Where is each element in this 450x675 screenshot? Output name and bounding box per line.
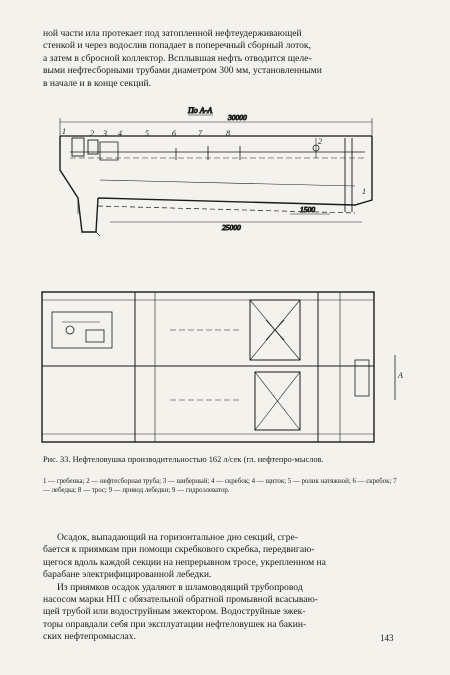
plan-view bbox=[42, 292, 403, 442]
section-marker: А bbox=[398, 371, 403, 380]
part-number: 8 bbox=[226, 129, 230, 138]
dimension-bottom: 25000 bbox=[222, 223, 241, 232]
part-number: 2 bbox=[90, 129, 94, 138]
text-line: насосом марки НП с обязательной обратной промывной всасываю- bbox=[43, 594, 318, 606]
part-number: 6 bbox=[172, 129, 176, 138]
part-number: 4 bbox=[118, 129, 122, 138]
text-line: в начале и в конце секций. bbox=[43, 77, 151, 89]
part-number: 5 bbox=[145, 129, 149, 138]
text-line: Из приямков осадок удаляют в шламоводящий трубопровод bbox=[57, 581, 303, 593]
text-line: щегося вдоль каждой секции на непрерывном тросе, укрепленном на bbox=[43, 556, 326, 568]
dimension-small: 1500 bbox=[300, 205, 315, 214]
text-line: ских нефтепромыслах. bbox=[43, 631, 136, 643]
page-number: 143 bbox=[380, 633, 394, 643]
text-line: бается к приямкам при помощи скребкового скребка, передвигаю- bbox=[43, 544, 315, 556]
body-paragraph bbox=[43, 532, 400, 644]
text-line: торы оправдали себя при эксплуатации нефтеловушек на бакин- bbox=[43, 618, 307, 630]
text-line: ной части ила протекает под затопленной нефтеудерживающей bbox=[43, 28, 302, 39]
text-line: барабане электрифицированной лебедки. bbox=[43, 569, 212, 581]
section-view bbox=[60, 106, 372, 236]
part-number: 1 bbox=[62, 127, 66, 136]
text-line: стенкой и через водослив попадает в поперечный сборный лоток, bbox=[43, 40, 311, 52]
part-number: 3 bbox=[103, 129, 107, 138]
part-number: 2 bbox=[318, 137, 322, 146]
section-label: По А-А bbox=[188, 106, 213, 115]
figure-legend: 1 — гребенка; 2 — нефтесборная труба; 3 — шиберный; 4 — скребок; 4 — щиток; 5 — ролик натяжной; 6 — скребок; 7 — лебедка; 8 — трос; 9 — привод лебедки; 9 — гидроэлеватор. bbox=[43, 478, 397, 494]
part-number: 7 bbox=[198, 129, 202, 138]
text-line: щей трубой или водоструйным эжектором. Водоструйные эжек- bbox=[43, 606, 306, 618]
text-line: выми нефтесборными трубами диаметром 300 мм, установленными bbox=[43, 65, 322, 77]
figure-caption: Рис. 33. Нефтеловушка производительностью 162 л/сек (гл. нефтепро-мыслов. bbox=[43, 455, 324, 464]
text-line: Осадок, выпадающий на горизонтальное дно секций, сгре- bbox=[57, 532, 298, 543]
dimension-top: 30000 bbox=[228, 113, 247, 122]
part-number: 1 bbox=[362, 187, 366, 196]
text-line: а затем в сбросной коллектор. Всплывшая нефть отводится щеле- bbox=[43, 52, 312, 64]
